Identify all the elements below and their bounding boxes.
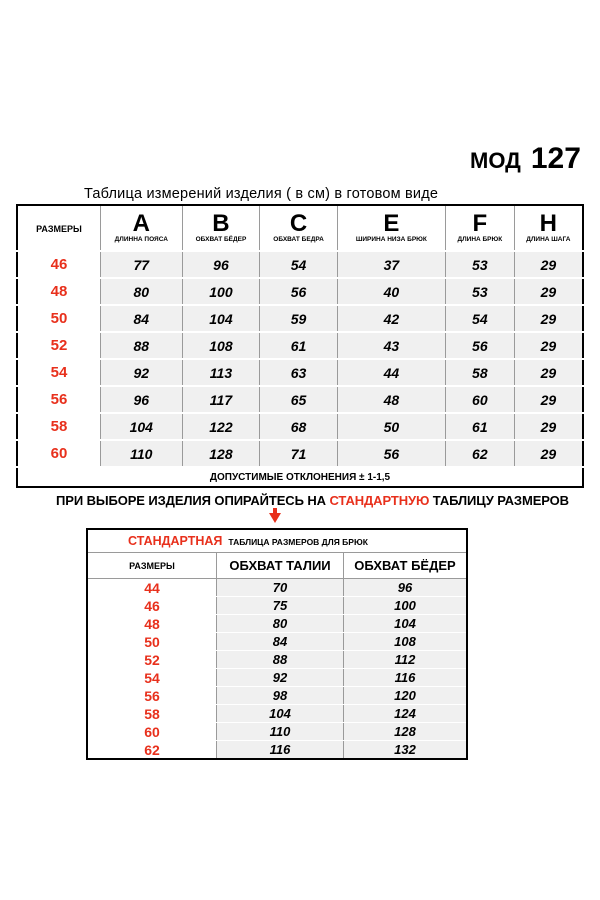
table-row <box>87 651 467 669</box>
model-number: 127 <box>530 142 581 175</box>
waist-cell: 116 <box>217 741 344 760</box>
standard-title-red: СТАНДАРТНАЯ <box>128 534 223 548</box>
size-cell: 60 <box>87 723 217 741</box>
advice-after: ТАБЛИЦУ РАЗМЕРОВ <box>429 493 569 508</box>
table-row <box>87 687 467 705</box>
value-cell: 92 <box>101 359 183 386</box>
tolerance-row <box>17 467 583 487</box>
standard-hips-header: ОБХВАТ БЁДЕР <box>344 553 468 579</box>
table-row <box>87 723 467 741</box>
table-row <box>17 413 583 440</box>
table-row <box>87 741 467 760</box>
table-row <box>87 597 467 615</box>
standard-title-rest: ТАБЛИЦА РАЗМЕРОВ ДЛЯ БРЮК <box>228 537 368 547</box>
value-cell: 29 <box>514 305 583 332</box>
value-cell: 29 <box>514 251 583 278</box>
value-cell: 96 <box>182 251 260 278</box>
size-cell: 56 <box>17 386 101 413</box>
value-cell: 29 <box>514 386 583 413</box>
value-cell: 53 <box>445 278 514 305</box>
waist-cell: 110 <box>217 723 344 741</box>
standard-waist-header: ОБХВАТ ТАЛИИ <box>217 553 344 579</box>
size-cell: 54 <box>87 669 217 687</box>
table-row <box>87 633 467 651</box>
size-cell: 46 <box>87 597 217 615</box>
column-header-c: C ОБХВАТ БЕДРА <box>260 205 337 251</box>
size-cell: 58 <box>17 413 101 440</box>
column-header-h: H ДЛИНА ШАГА <box>514 205 583 251</box>
measure-table-header <box>17 205 583 251</box>
hips-cell: 108 <box>344 633 468 651</box>
hips-cell: 120 <box>344 687 468 705</box>
value-cell: 44 <box>337 359 445 386</box>
column-header-a: A ДЛИННА ПОЯСА <box>101 205 183 251</box>
value-cell: 53 <box>445 251 514 278</box>
tolerance-note: ДОПУСТИМЫЕ ОТКЛОНЕНИЯ ± 1-1,5 <box>17 467 583 487</box>
hips-cell: 96 <box>344 579 468 597</box>
value-cell: 68 <box>260 413 337 440</box>
waist-cell: 104 <box>217 705 344 723</box>
measure-table-caption: Таблица измерений изделия ( в см) в готовом виде <box>84 186 439 202</box>
column-header-e: E ШИРИНА НИЗА БРЮК <box>337 205 445 251</box>
value-cell: 54 <box>445 305 514 332</box>
arrow-down-icon <box>269 513 281 523</box>
value-cell: 48 <box>337 386 445 413</box>
waist-cell: 80 <box>217 615 344 633</box>
advice-before: ПРИ ВЫБОРЕ ИЗДЕЛИЯ ОПИРАЙТЕСЬ НА <box>56 493 330 508</box>
waist-cell: 88 <box>217 651 344 669</box>
value-cell: 37 <box>337 251 445 278</box>
value-cell: 59 <box>260 305 337 332</box>
value-cell: 100 <box>182 278 260 305</box>
value-cell: 77 <box>101 251 183 278</box>
advice-highlight: СТАНДАРТНУЮ <box>329 493 430 508</box>
model-label <box>470 142 581 176</box>
hips-cell: 112 <box>344 651 468 669</box>
size-cell: 56 <box>87 687 217 705</box>
size-column-header: РАЗМЕРЫ <box>17 205 101 251</box>
table-row <box>17 251 583 278</box>
standard-table-header <box>87 553 467 579</box>
value-cell: 108 <box>182 332 260 359</box>
table-row <box>17 386 583 413</box>
value-cell: 104 <box>182 305 260 332</box>
size-cell: 50 <box>17 305 101 332</box>
value-cell: 122 <box>182 413 260 440</box>
value-cell: 43 <box>337 332 445 359</box>
hips-cell: 116 <box>344 669 468 687</box>
table-row <box>17 332 583 359</box>
standard-table-title <box>87 529 467 553</box>
column-header-b: B ОБХВАТ БЁДЕР <box>182 205 260 251</box>
size-cell: 44 <box>87 579 217 597</box>
size-cell: 50 <box>87 633 217 651</box>
value-cell: 128 <box>182 440 260 467</box>
table-row <box>87 579 467 597</box>
value-cell: 61 <box>260 332 337 359</box>
value-cell: 58 <box>445 359 514 386</box>
hips-cell: 124 <box>344 705 468 723</box>
value-cell: 80 <box>101 278 183 305</box>
waist-cell: 84 <box>217 633 344 651</box>
value-cell: 42 <box>337 305 445 332</box>
value-cell: 110 <box>101 440 183 467</box>
size-cell: 54 <box>17 359 101 386</box>
value-cell: 96 <box>101 386 183 413</box>
value-cell: 29 <box>514 332 583 359</box>
value-cell: 113 <box>182 359 260 386</box>
size-cell: 58 <box>87 705 217 723</box>
value-cell: 88 <box>101 332 183 359</box>
hips-cell: 100 <box>344 597 468 615</box>
column-header-f: F ДЛИНА БРЮК <box>445 205 514 251</box>
value-cell: 56 <box>445 332 514 359</box>
value-cell: 54 <box>260 251 337 278</box>
table-row <box>17 278 583 305</box>
value-cell: 56 <box>260 278 337 305</box>
size-cell: 46 <box>17 251 101 278</box>
measure-table <box>16 204 584 488</box>
size-advice <box>56 493 569 508</box>
table-row <box>17 359 583 386</box>
size-cell: 48 <box>17 278 101 305</box>
value-cell: 60 <box>445 386 514 413</box>
value-cell: 63 <box>260 359 337 386</box>
size-cell: 48 <box>87 615 217 633</box>
value-cell: 29 <box>514 440 583 467</box>
value-cell: 117 <box>182 386 260 413</box>
standard-size-table <box>86 528 468 760</box>
value-cell: 40 <box>337 278 445 305</box>
value-cell: 56 <box>337 440 445 467</box>
value-cell: 50 <box>337 413 445 440</box>
hips-cell: 104 <box>344 615 468 633</box>
value-cell: 29 <box>514 359 583 386</box>
size-cell: 52 <box>17 332 101 359</box>
size-cell: 60 <box>17 440 101 467</box>
value-cell: 61 <box>445 413 514 440</box>
waist-cell: 75 <box>217 597 344 615</box>
table-row <box>17 305 583 332</box>
value-cell: 29 <box>514 278 583 305</box>
hips-cell: 128 <box>344 723 468 741</box>
table-row <box>17 440 583 467</box>
value-cell: 29 <box>514 413 583 440</box>
waist-cell: 70 <box>217 579 344 597</box>
standard-size-header: РАЗМЕРЫ <box>87 553 217 579</box>
waist-cell: 98 <box>217 687 344 705</box>
table-row <box>87 615 467 633</box>
value-cell: 65 <box>260 386 337 413</box>
value-cell: 71 <box>260 440 337 467</box>
size-cell: 52 <box>87 651 217 669</box>
table-row <box>87 669 467 687</box>
waist-cell: 92 <box>217 669 344 687</box>
model-prefix: МОД <box>470 148 521 173</box>
table-row <box>87 705 467 723</box>
value-cell: 62 <box>445 440 514 467</box>
value-cell: 84 <box>101 305 183 332</box>
size-cell: 62 <box>87 741 217 760</box>
value-cell: 104 <box>101 413 183 440</box>
hips-cell: 132 <box>344 741 468 760</box>
